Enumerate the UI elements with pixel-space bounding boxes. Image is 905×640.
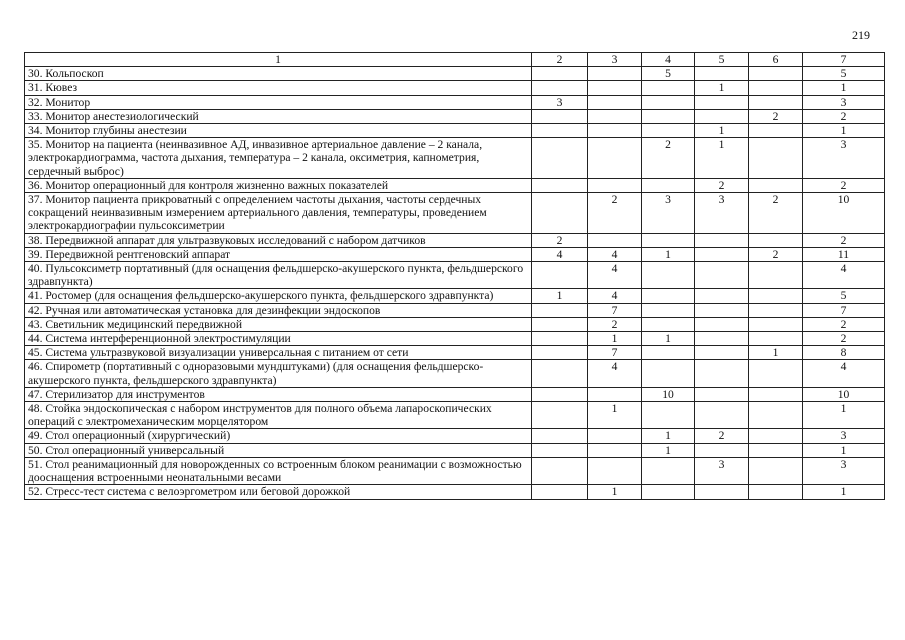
quantity-cell — [642, 289, 695, 303]
quantity-cell — [749, 303, 803, 317]
table-row — [25, 178, 885, 192]
quantity-cell — [749, 443, 803, 457]
quantity-cell — [532, 346, 588, 360]
quantity-cell: 4 — [588, 289, 642, 303]
quantity-cell: 1 — [642, 247, 695, 261]
quantity-cell — [642, 233, 695, 247]
header-cell: 7 — [803, 53, 885, 67]
quantity-cell: 4 — [532, 247, 588, 261]
page-number: 219 — [852, 28, 870, 42]
quantity-cell: 1 — [695, 124, 749, 138]
quantity-cell: 10 — [803, 193, 885, 234]
quantity-cell: 5 — [642, 67, 695, 81]
quantity-cell: 2 — [803, 332, 885, 346]
table-row — [25, 233, 885, 247]
quantity-cell — [695, 289, 749, 303]
quantity-cell — [749, 67, 803, 81]
quantity-cell — [749, 95, 803, 109]
quantity-cell — [749, 138, 803, 179]
quantity-cell: 1 — [642, 443, 695, 457]
quantity-cell — [749, 387, 803, 401]
quantity-cell — [749, 289, 803, 303]
quantity-cell: 2 — [803, 178, 885, 192]
quantity-cell — [695, 317, 749, 331]
item-name-cell: 44. Система интерференционной электростимуляции — [25, 332, 532, 346]
item-name-cell: 52. Стресс-тест система с велоэргометром или беговой дорожкой — [25, 485, 532, 499]
quantity-cell — [749, 81, 803, 95]
quantity-cell: 4 — [588, 247, 642, 261]
quantity-cell: 1 — [803, 443, 885, 457]
quantity-cell: 7 — [588, 346, 642, 360]
header-cell: 3 — [588, 53, 642, 67]
quantity-cell: 2 — [588, 193, 642, 234]
item-name-cell: 46. Спирометр (портативный с одноразовыми мундштуками) (для оснащения фельдшерско-акушерского пункта, фельдшерского здравпункта) — [25, 360, 532, 387]
header-cell: 1 — [25, 53, 532, 67]
item-name-cell: 50. Стол операционный универсальный — [25, 443, 532, 457]
quantity-cell — [642, 303, 695, 317]
quantity-cell — [642, 262, 695, 289]
quantity-cell — [749, 233, 803, 247]
quantity-cell: 1 — [803, 81, 885, 95]
item-name-cell: 42. Ручная или автоматическая установка для дезинфекции эндоскопов — [25, 303, 532, 317]
item-name-cell: 36. Монитор операционный для контроля жизненно важных показателей — [25, 178, 532, 192]
quantity-cell — [532, 387, 588, 401]
quantity-cell: 1 — [642, 429, 695, 443]
quantity-cell — [588, 387, 642, 401]
quantity-cell: 1 — [803, 402, 885, 429]
quantity-cell: 2 — [642, 138, 695, 179]
quantity-cell — [532, 262, 588, 289]
header-cell: 6 — [749, 53, 803, 67]
quantity-cell — [642, 124, 695, 138]
quantity-cell — [749, 485, 803, 499]
quantity-cell — [695, 233, 749, 247]
quantity-cell — [642, 109, 695, 123]
quantity-cell: 2 — [695, 178, 749, 192]
table-header-row — [25, 53, 885, 67]
quantity-cell: 7 — [588, 303, 642, 317]
quantity-cell: 1 — [532, 289, 588, 303]
quantity-cell: 7 — [803, 303, 885, 317]
item-name-cell: 30. Кольпоскоп — [25, 67, 532, 81]
quantity-cell — [642, 95, 695, 109]
quantity-cell — [532, 443, 588, 457]
quantity-cell — [695, 346, 749, 360]
quantity-cell — [532, 402, 588, 429]
quantity-cell — [642, 485, 695, 499]
quantity-cell — [532, 178, 588, 192]
quantity-cell: 2 — [588, 317, 642, 331]
quantity-cell: 2 — [532, 233, 588, 247]
item-name-cell: 31. Кювез — [25, 81, 532, 95]
item-name-cell: 34. Монитор глубины анестезии — [25, 124, 532, 138]
quantity-cell: 1 — [803, 124, 885, 138]
item-name-cell: 37. Монитор пациента прикроватный с определением частоты дыхания, частоты сердечных сокращений неинвазивным измерением артериального давления, температуры, проведением электрокардиографии пульсоксиметрии — [25, 193, 532, 234]
table-row — [25, 247, 885, 261]
quantity-cell — [588, 443, 642, 457]
quantity-cell — [532, 485, 588, 499]
quantity-cell — [642, 457, 695, 484]
quantity-cell: 3 — [695, 457, 749, 484]
quantity-cell — [532, 360, 588, 387]
item-name-cell: 49. Стол операционный (хирургический) — [25, 429, 532, 443]
quantity-cell — [588, 233, 642, 247]
table-row — [25, 387, 885, 401]
header-cell: 4 — [642, 53, 695, 67]
quantity-cell: 3 — [803, 95, 885, 109]
quantity-cell — [588, 429, 642, 443]
quantity-cell — [695, 443, 749, 457]
header-cell: 2 — [532, 53, 588, 67]
quantity-cell — [588, 178, 642, 192]
item-name-cell: 40. Пульсоксиметр портативный (для оснащения фельдшерско-акушерского пункта, фельдшерского здравпункта) — [25, 262, 532, 289]
quantity-cell — [532, 332, 588, 346]
quantity-cell — [532, 429, 588, 443]
quantity-cell: 1 — [588, 402, 642, 429]
quantity-cell — [588, 124, 642, 138]
quantity-cell: 5 — [803, 67, 885, 81]
quantity-cell: 11 — [803, 247, 885, 261]
quantity-cell — [532, 67, 588, 81]
quantity-cell — [642, 317, 695, 331]
table-row — [25, 346, 885, 360]
quantity-cell — [588, 67, 642, 81]
quantity-cell — [695, 247, 749, 261]
equipment-table — [24, 52, 885, 500]
quantity-cell: 4 — [588, 360, 642, 387]
quantity-cell: 3 — [642, 193, 695, 234]
table-row — [25, 138, 885, 179]
quantity-cell — [749, 360, 803, 387]
quantity-cell — [695, 402, 749, 429]
item-name-cell: 47. Стерилизатор для инструментов — [25, 387, 532, 401]
quantity-cell — [695, 67, 749, 81]
item-name-cell: 48. Стойка эндоскопическая с набором инструментов для полного объема лапароскопических операций с электромеханическим морцелятором — [25, 402, 532, 429]
quantity-cell — [749, 178, 803, 192]
quantity-cell — [749, 429, 803, 443]
table-row — [25, 317, 885, 331]
table-row — [25, 193, 885, 234]
table-row — [25, 332, 885, 346]
table-row — [25, 289, 885, 303]
item-name-cell: 33. Монитор анестезиологический — [25, 109, 532, 123]
table-row — [25, 360, 885, 387]
quantity-cell — [532, 81, 588, 95]
quantity-cell — [695, 262, 749, 289]
quantity-cell — [588, 457, 642, 484]
table-row — [25, 67, 885, 81]
quantity-cell: 2 — [803, 233, 885, 247]
quantity-cell: 2 — [749, 193, 803, 234]
table-row — [25, 262, 885, 289]
quantity-cell — [642, 346, 695, 360]
table-row — [25, 95, 885, 109]
table-row — [25, 429, 885, 443]
quantity-cell — [749, 317, 803, 331]
quantity-cell — [749, 332, 803, 346]
item-name-cell: 35. Монитор на пациента (неинвазивное АД, инвазивное артериальное давление – 2 канала, электрокардиограмма, частота дыхания, температура – 2 канала, оксиметрия, капнометрия, сердечный выброс) — [25, 138, 532, 179]
quantity-cell — [642, 402, 695, 429]
table-row — [25, 303, 885, 317]
quantity-cell — [695, 485, 749, 499]
quantity-cell — [749, 124, 803, 138]
quantity-cell: 1 — [695, 138, 749, 179]
quantity-cell: 1 — [588, 332, 642, 346]
quantity-cell — [532, 124, 588, 138]
quantity-cell — [532, 457, 588, 484]
quantity-cell — [532, 138, 588, 179]
quantity-cell: 8 — [803, 346, 885, 360]
quantity-cell: 3 — [532, 95, 588, 109]
quantity-cell: 4 — [803, 360, 885, 387]
quantity-cell: 5 — [803, 289, 885, 303]
quantity-cell: 3 — [803, 457, 885, 484]
quantity-cell: 1 — [803, 485, 885, 499]
quantity-cell — [642, 360, 695, 387]
quantity-cell: 2 — [749, 109, 803, 123]
quantity-cell: 2 — [749, 247, 803, 261]
table-row — [25, 124, 885, 138]
table-row — [25, 109, 885, 123]
quantity-cell: 3 — [803, 138, 885, 179]
table-row — [25, 81, 885, 95]
item-name-cell: 41. Ростомер (для оснащения фельдшерско-акушерского пункта, фельдшерского здравпункта) — [25, 289, 532, 303]
quantity-cell — [695, 387, 749, 401]
quantity-cell — [588, 138, 642, 179]
quantity-cell — [642, 178, 695, 192]
quantity-cell — [749, 402, 803, 429]
item-name-cell: 38. Передвижной аппарат для ультразвуковых исследований с набором датчиков — [25, 233, 532, 247]
quantity-cell — [749, 457, 803, 484]
quantity-cell — [532, 303, 588, 317]
item-name-cell: 45. Система ультразвуковой визуализации универсальная с питанием от сети — [25, 346, 532, 360]
quantity-cell: 4 — [588, 262, 642, 289]
table-row — [25, 485, 885, 499]
quantity-cell — [749, 262, 803, 289]
quantity-cell — [695, 109, 749, 123]
quantity-cell: 10 — [642, 387, 695, 401]
item-name-cell: 51. Стол реанимационный для новорожденных со встроенным блоком реанимации с возможностью дооснащения встроенными неонатальными весами — [25, 457, 532, 484]
quantity-cell — [532, 109, 588, 123]
quantity-cell — [695, 95, 749, 109]
quantity-cell: 2 — [695, 429, 749, 443]
table-row — [25, 402, 885, 429]
quantity-cell — [588, 81, 642, 95]
quantity-cell: 1 — [749, 346, 803, 360]
header-cell: 5 — [695, 53, 749, 67]
quantity-cell: 4 — [803, 262, 885, 289]
quantity-cell: 10 — [803, 387, 885, 401]
quantity-cell — [588, 95, 642, 109]
quantity-cell — [695, 303, 749, 317]
quantity-cell — [532, 193, 588, 234]
quantity-cell — [695, 332, 749, 346]
quantity-cell: 1 — [588, 485, 642, 499]
quantity-cell: 3 — [695, 193, 749, 234]
item-name-cell: 43. Светильник медицинский передвижной — [25, 317, 532, 331]
table-row — [25, 443, 885, 457]
item-name-cell: 32. Монитор — [25, 95, 532, 109]
quantity-cell: 1 — [695, 81, 749, 95]
quantity-cell — [532, 317, 588, 331]
quantity-cell: 3 — [803, 429, 885, 443]
quantity-cell: 1 — [642, 332, 695, 346]
quantity-cell — [642, 81, 695, 95]
quantity-cell: 2 — [803, 109, 885, 123]
quantity-cell — [588, 109, 642, 123]
quantity-cell: 2 — [803, 317, 885, 331]
item-name-cell: 39. Передвижной рентгеновский аппарат — [25, 247, 532, 261]
table-row — [25, 457, 885, 484]
quantity-cell — [695, 360, 749, 387]
